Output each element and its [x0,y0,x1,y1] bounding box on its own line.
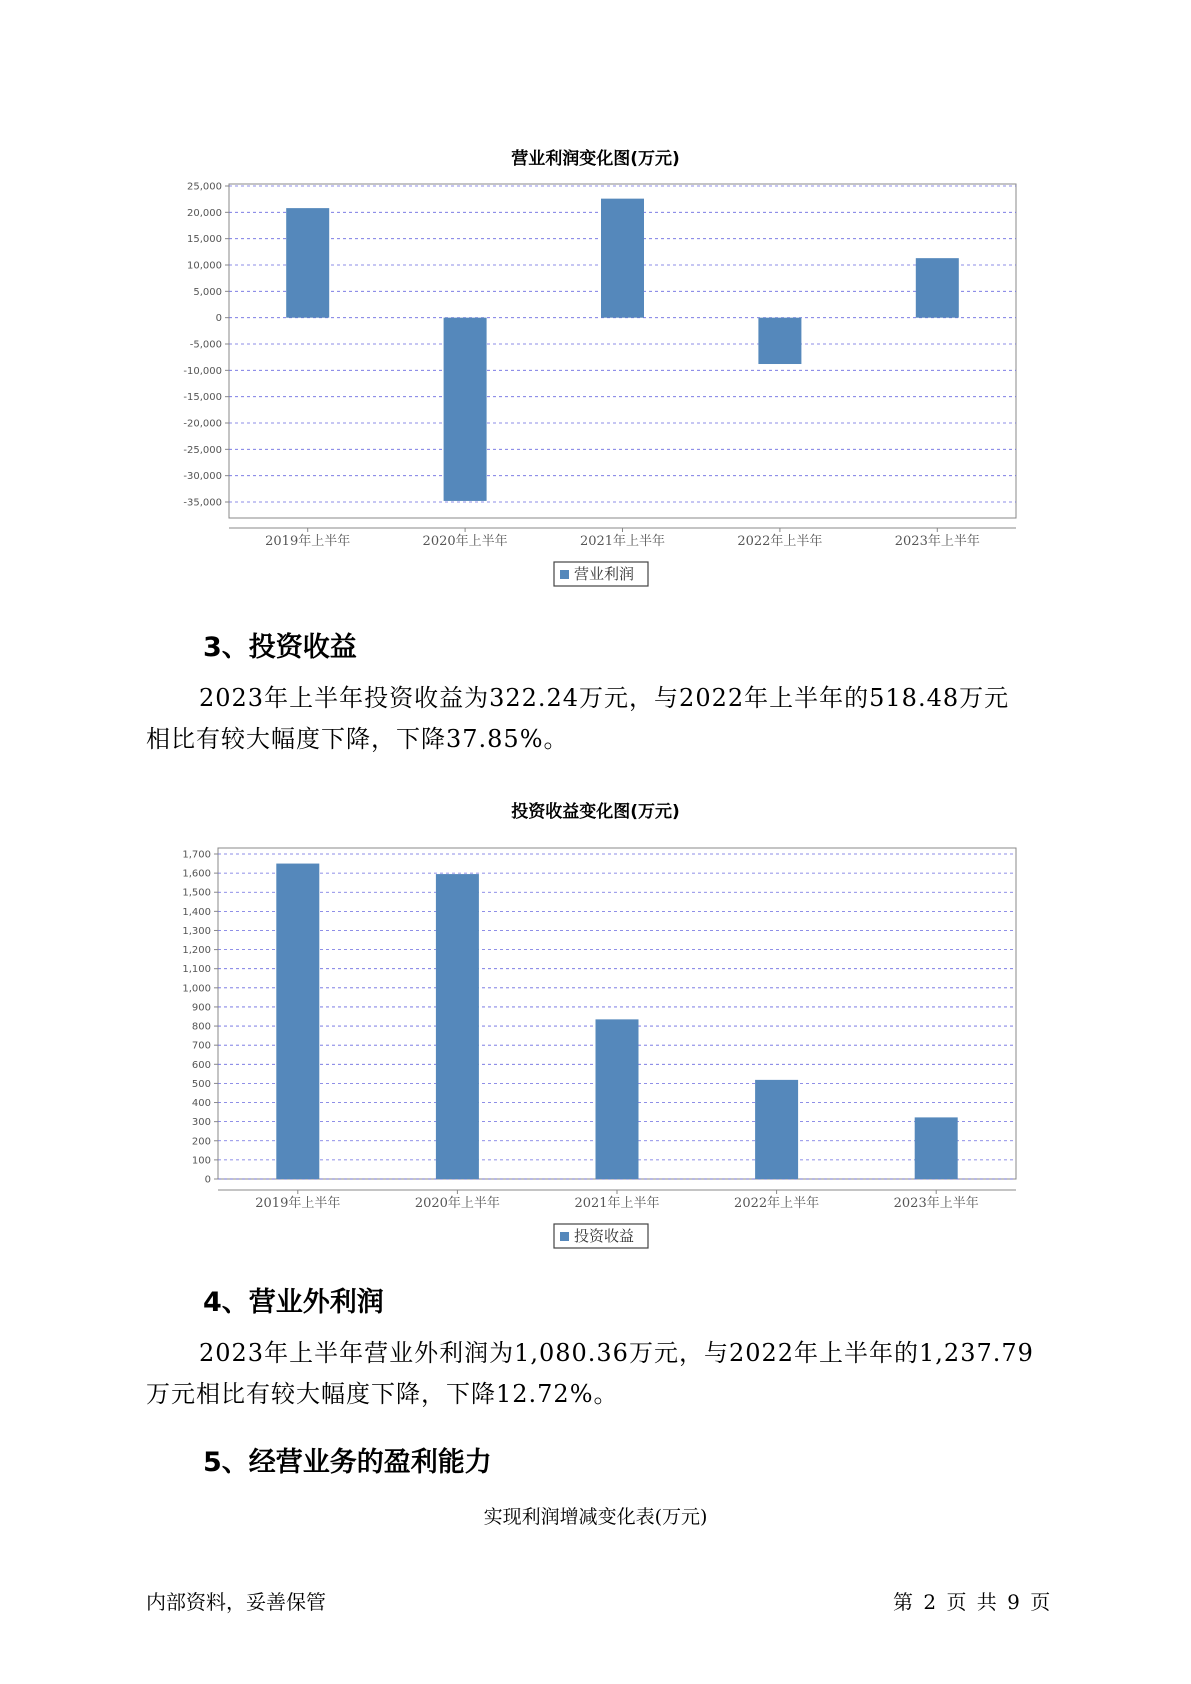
section-4-line-2: 万元相比有较大幅度下降，下降12.72%。 [146,1380,619,1408]
x-tick-label: 2022年上半年 [737,534,823,549]
section-3-heading: 3、投资收益 [203,632,357,663]
y-tick-label: 600 [191,1059,211,1071]
y-tick-label: 25,000 [187,181,222,193]
y-tick-label: -35,000 [183,497,222,509]
y-tick-label: 15,000 [187,234,222,246]
legend-label: 营业利润 [574,565,635,583]
y-tick-label: 400 [191,1098,211,1110]
legend-swatch [560,1232,569,1241]
y-tick-label: -30,000 [183,471,222,483]
y-tick-label: 10,000 [187,260,222,272]
x-tick-label: 2023年上半年 [894,534,980,549]
footer-page-number: 第 2 页 共 9 页 [893,1590,1051,1614]
y-tick-label: 500 [191,1078,211,1090]
y-tick-label: 1,500 [182,887,211,899]
y-tick-label: 1,400 [182,906,211,918]
bar [436,874,479,1179]
y-tick-label: 800 [191,1021,211,1033]
y-tick-label: 5,000 [193,286,222,298]
y-tick-label: 1,100 [182,964,211,976]
section-3-line-1: 2023年上半年投资收益为322.24万元，与2022年上半年的518.48万元 [199,684,1010,712]
table-caption: 实现利润增减变化表(万元) [483,1506,708,1528]
y-tick-label: 20,000 [187,207,222,219]
y-tick-label: 0 [215,313,222,325]
bar [755,1080,798,1179]
section-4-heading: 4、营业外利润 [203,1287,384,1318]
y-tick-label: -10,000 [183,365,222,377]
legend [554,1224,648,1248]
y-tick-label: 1,200 [182,945,211,957]
bar [276,864,319,1179]
y-tick-label: 1,300 [182,925,211,937]
x-tick-label: 2022年上半年 [734,1196,820,1211]
x-tick-label: 2020年上半年 [414,1196,500,1211]
bar [915,1117,958,1179]
y-tick-label: 1,600 [182,868,211,880]
section-3-line-2: 相比有较大幅度下降，下降37.85%。 [146,725,569,753]
y-tick-label: 300 [191,1117,211,1129]
y-tick-label: 0 [204,1174,211,1186]
legend-label: 投资收益 [574,1227,635,1245]
x-tick-label: 2021年上半年 [574,1196,660,1211]
y-tick-label: -5,000 [189,339,222,351]
x-tick-label: 2023年上半年 [893,1196,979,1211]
y-tick-label: 200 [191,1136,211,1148]
y-tick-label: 1,700 [182,849,211,861]
bar [596,1019,639,1179]
x-tick-label: 2019年上半年 [265,534,351,549]
y-tick-label: -20,000 [183,418,222,430]
y-tick-label: 700 [191,1040,211,1052]
y-tick-label: 900 [191,1002,211,1014]
section-5-heading: 5、经营业务的盈利能力 [203,1447,492,1478]
section-4-line-1: 2023年上半年营业外利润为1,080.36万元，与2022年上半年的1,237.79 [199,1339,1034,1367]
y-tick-label: -25,000 [183,444,222,456]
x-tick-label: 2020年上半年 [422,534,508,549]
x-tick-label: 2019年上半年 [255,1196,341,1211]
y-tick-label: 1,000 [182,983,211,995]
footer-confidential-note: 内部资料，妥善保管 [146,1590,326,1614]
chart2-title: 投资收益变化图(万元) [511,802,680,822]
chart1-title: 营业利润变化图(万元) [511,149,680,169]
section-4-paragraph [146,1333,1076,1415]
y-tick-label: 100 [191,1155,211,1167]
y-tick-label: -15,000 [183,392,222,404]
x-tick-label: 2021年上半年 [579,534,666,549]
